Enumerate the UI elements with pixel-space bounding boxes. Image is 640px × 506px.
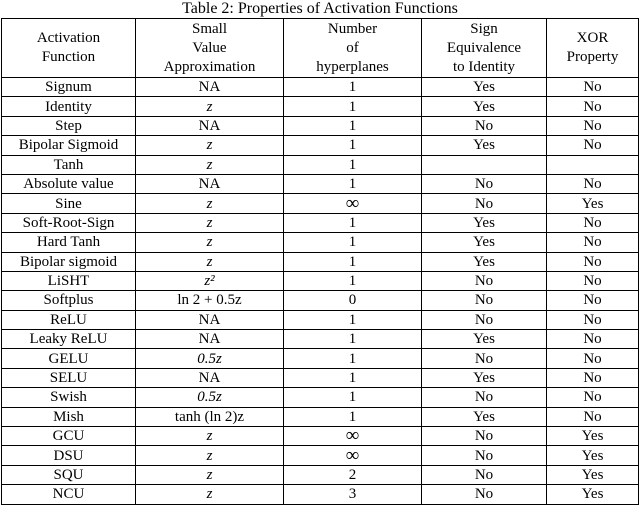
- hyperplanes-cell: 1: [284, 78, 422, 97]
- approximation-cell: 0.5z: [136, 349, 284, 368]
- hyperplanes-cell: 1: [284, 368, 422, 387]
- hyperplanes-cell: 1: [284, 252, 422, 271]
- sign-equivalence-cell: Yes: [422, 233, 547, 252]
- header-row: [2, 19, 639, 78]
- xor-property-cell: No: [547, 78, 639, 97]
- header-line: Small: [191, 20, 227, 37]
- activation-name-cell: Step: [2, 116, 136, 135]
- activation-name-cell: Absolute value: [2, 174, 136, 193]
- table-row: [2, 155, 639, 174]
- header-line: Number: [327, 20, 378, 37]
- header-line: Approximation: [163, 58, 256, 75]
- activation-name-cell: SELU: [2, 368, 136, 387]
- sign-equivalence-cell: Yes: [422, 252, 547, 271]
- approximation-cell: 0.5z: [136, 388, 284, 407]
- xor-property-cell: No: [547, 136, 639, 155]
- xor-property-cell: No: [547, 116, 639, 135]
- approximation-cell: z: [136, 155, 284, 174]
- table-row: [2, 427, 639, 446]
- xor-property-cell: No: [547, 233, 639, 252]
- activation-name-cell: GELU: [2, 349, 136, 368]
- header-line: XOR: [576, 30, 609, 46]
- hyperplanes-cell: 3: [284, 485, 422, 504]
- table-row: [2, 194, 639, 213]
- table-row: [2, 368, 639, 387]
- approximation-cell: NA: [136, 116, 284, 135]
- table-row: [2, 97, 639, 116]
- header-sign-equivalence: [422, 19, 547, 78]
- hyperplanes-cell: 1: [284, 330, 422, 349]
- activation-name-cell: GCU: [2, 427, 136, 446]
- sign-equivalence-cell: Yes: [422, 368, 547, 387]
- header-number-of-hyperplanes: [284, 19, 422, 78]
- approximation-cell: z: [136, 485, 284, 504]
- sign-equivalence-cell: Yes: [422, 407, 547, 426]
- approximation-cell: z²: [136, 271, 284, 290]
- xor-property-cell: No: [547, 310, 639, 329]
- table-row: [2, 213, 639, 232]
- xor-property-cell: [547, 155, 639, 174]
- approximation-cell: z: [136, 252, 284, 271]
- table-row: [2, 174, 639, 193]
- approximation-cell: NA: [136, 368, 284, 387]
- hyperplanes-cell: ∞: [284, 427, 422, 446]
- approximation-cell: NA: [136, 78, 284, 97]
- activation-name-cell: Identity: [2, 97, 136, 116]
- approximation-cell: z: [136, 465, 284, 484]
- hyperplanes-cell: 2: [284, 465, 422, 484]
- table-row: [2, 310, 639, 329]
- xor-property-cell: Yes: [547, 194, 639, 213]
- sign-equivalence-cell: Yes: [422, 136, 547, 155]
- approximation-cell: z: [136, 427, 284, 446]
- activation-name-cell: LiSHT: [2, 271, 136, 290]
- approximation-cell: ln 2 + 0.5z: [136, 291, 284, 310]
- table-row: [2, 485, 639, 504]
- sign-equivalence-cell: No: [422, 465, 547, 484]
- sign-equivalence-cell: No: [422, 310, 547, 329]
- table-row: [2, 465, 639, 484]
- header-line: Activation: [36, 30, 101, 46]
- header-small-value-approximation: [136, 19, 284, 78]
- table-caption: Table 2: Properties of Activation Functions: [182, 0, 458, 17]
- sign-equivalence-cell: No: [422, 194, 547, 213]
- table-row: [2, 233, 639, 252]
- sign-equivalence-cell: Yes: [422, 330, 547, 349]
- hyperplanes-cell: 1: [284, 174, 422, 193]
- hyperplanes-cell: ∞: [284, 446, 422, 465]
- xor-property-cell: No: [547, 213, 639, 232]
- hyperplanes-cell: 1: [284, 349, 422, 368]
- hyperplanes-cell: 1: [284, 116, 422, 135]
- table-row: [2, 407, 639, 426]
- sign-equivalence-cell: No: [422, 446, 547, 465]
- approximation-cell: z: [136, 97, 284, 116]
- activation-name-cell: NCU: [2, 485, 136, 504]
- table-body: [2, 78, 639, 505]
- activation-name-cell: Swish: [2, 388, 136, 407]
- header-line: of: [346, 39, 359, 56]
- activation-name-cell: ReLU: [2, 310, 136, 329]
- hyperplanes-cell: 1: [284, 271, 422, 290]
- table-row: [2, 271, 639, 290]
- activation-name-cell: Soft-Root-Sign: [2, 213, 136, 232]
- hyperplanes-cell: ∞: [284, 194, 422, 213]
- sign-equivalence-cell: No: [422, 485, 547, 504]
- approximation-cell: NA: [136, 330, 284, 349]
- activation-name-cell: SQU: [2, 465, 136, 484]
- activation-name-cell: Softplus: [2, 291, 136, 310]
- header-line: Value: [192, 39, 227, 56]
- hyperplanes-cell: 1: [284, 155, 422, 174]
- table-row: [2, 446, 639, 465]
- sign-equivalence-cell: Yes: [422, 97, 547, 116]
- activation-properties-table: [1, 18, 639, 505]
- header-line: Equivalence: [446, 39, 522, 56]
- xor-property-cell: No: [547, 271, 639, 290]
- header-line: Sign: [470, 20, 498, 37]
- hyperplanes-cell: 1: [284, 213, 422, 232]
- xor-property-cell: No: [547, 330, 639, 349]
- sign-equivalence-cell: No: [422, 291, 547, 310]
- table-header: [2, 19, 639, 78]
- xor-property-cell: Yes: [547, 465, 639, 484]
- xor-property-cell: No: [547, 349, 639, 368]
- sign-equivalence-cell: No: [422, 349, 547, 368]
- approximation-cell: z: [136, 233, 284, 252]
- activation-name-cell: Leaky ReLU: [2, 330, 136, 349]
- sign-equivalence-cell: Yes: [422, 78, 547, 97]
- sign-equivalence-cell: No: [422, 388, 547, 407]
- table-row: [2, 388, 639, 407]
- xor-property-cell: No: [547, 407, 639, 426]
- table-row: [2, 291, 639, 310]
- xor-property-cell: No: [547, 388, 639, 407]
- hyperplanes-cell: 0: [284, 291, 422, 310]
- header-activation-function: [2, 19, 136, 78]
- table-row: [2, 136, 639, 155]
- xor-property-cell: No: [547, 291, 639, 310]
- xor-property-cell: Yes: [547, 427, 639, 446]
- table-row: [2, 78, 639, 97]
- header-line: hyperplanes: [316, 58, 389, 75]
- table-row: [2, 349, 639, 368]
- hyperplanes-cell: 1: [284, 136, 422, 155]
- activation-name-cell: Tanh: [2, 155, 136, 174]
- xor-property-cell: Yes: [547, 485, 639, 504]
- hyperplanes-cell: 1: [284, 97, 422, 116]
- xor-property-cell: No: [547, 97, 639, 116]
- xor-property-cell: Yes: [547, 446, 639, 465]
- xor-property-cell: No: [547, 368, 639, 387]
- activation-name-cell: DSU: [2, 446, 136, 465]
- sign-equivalence-cell: No: [422, 174, 547, 193]
- approximation-cell: tanh (ln 2)z: [136, 407, 284, 426]
- xor-property-cell: No: [547, 174, 639, 193]
- activation-name-cell: Hard Tanh: [2, 233, 136, 252]
- activation-name-cell: Signum: [2, 78, 136, 97]
- approximation-cell: z: [136, 213, 284, 232]
- header-xor-property: [547, 19, 639, 78]
- sign-equivalence-cell: No: [422, 427, 547, 446]
- sign-equivalence-cell: [422, 155, 547, 174]
- header-line: to Identity: [452, 58, 516, 75]
- activation-name-cell: Bipolar sigmoid: [2, 252, 136, 271]
- sign-equivalence-cell: No: [422, 271, 547, 290]
- hyperplanes-cell: 1: [284, 388, 422, 407]
- activation-name-cell: Mish: [2, 407, 136, 426]
- approximation-cell: NA: [136, 174, 284, 193]
- table-row: [2, 330, 639, 349]
- table-row: [2, 116, 639, 135]
- header-line: Property: [566, 49, 619, 65]
- activation-name-cell: Bipolar Sigmoid: [2, 136, 136, 155]
- approximation-cell: z: [136, 194, 284, 213]
- activation-name-cell: Sine: [2, 194, 136, 213]
- sign-equivalence-cell: Yes: [422, 213, 547, 232]
- hyperplanes-cell: 1: [284, 310, 422, 329]
- header-line: Function: [41, 49, 96, 65]
- approximation-cell: z: [136, 136, 284, 155]
- approximation-cell: z: [136, 446, 284, 465]
- approximation-cell: NA: [136, 310, 284, 329]
- hyperplanes-cell: 1: [284, 407, 422, 426]
- table-row: [2, 252, 639, 271]
- xor-property-cell: No: [547, 252, 639, 271]
- hyperplanes-cell: 1: [284, 233, 422, 252]
- sign-equivalence-cell: No: [422, 116, 547, 135]
